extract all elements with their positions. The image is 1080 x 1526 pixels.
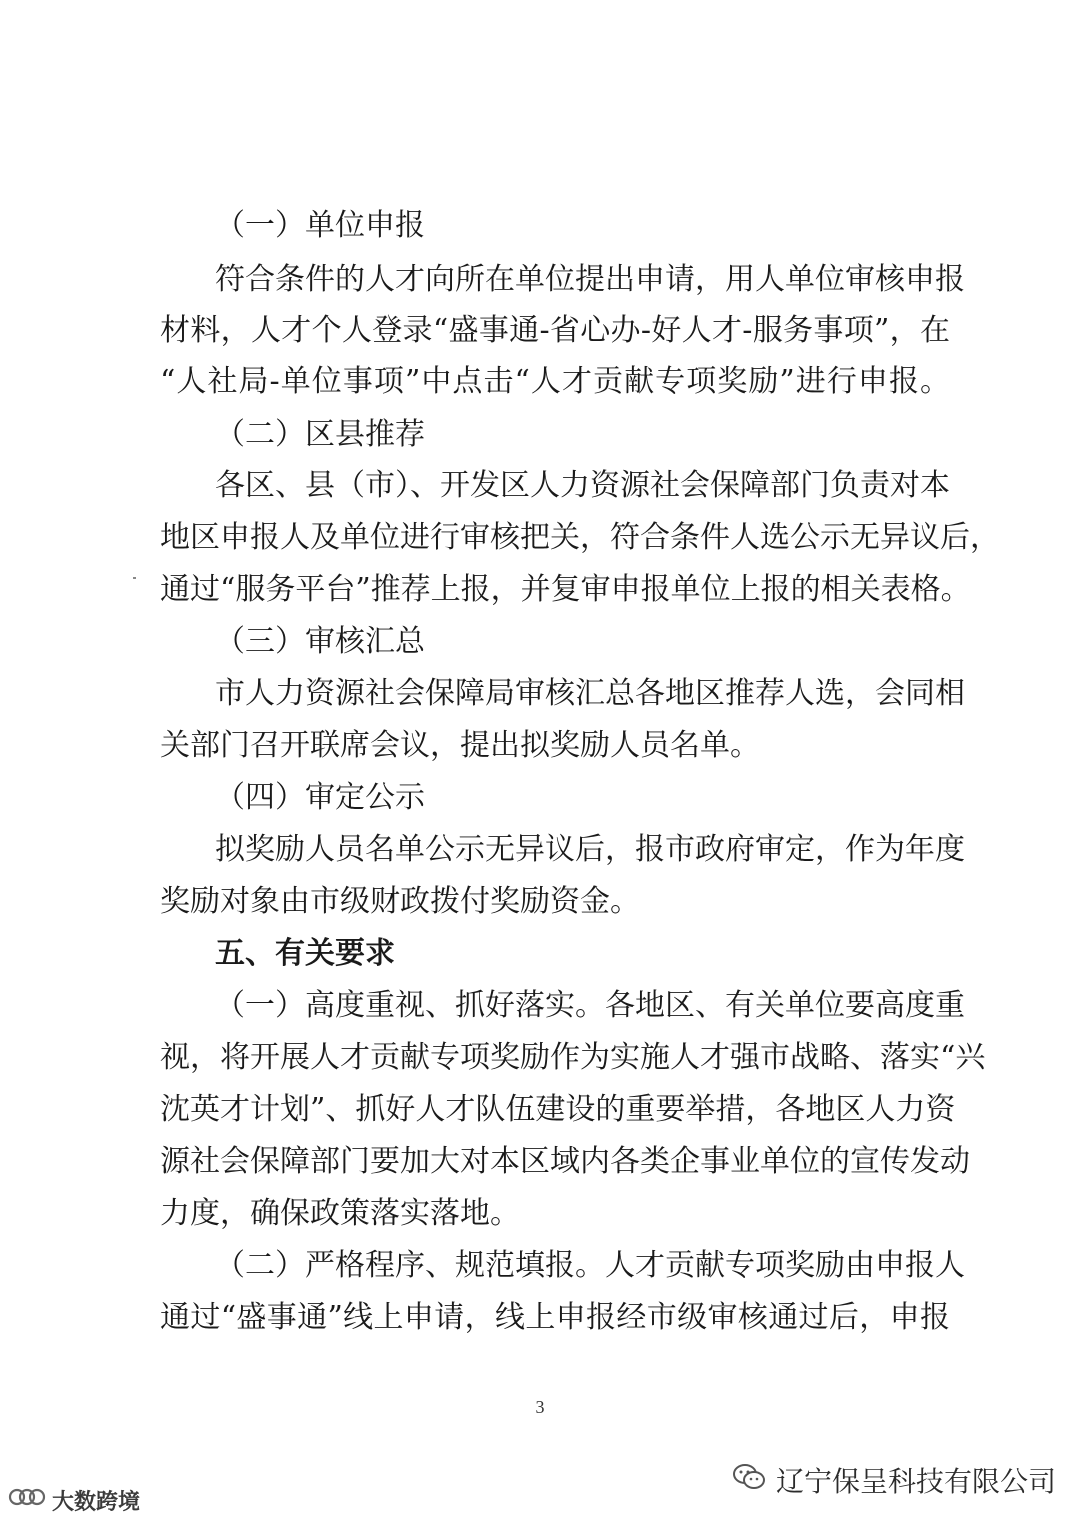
wechat-icon: [732, 1462, 766, 1499]
paragraph-line: 地区申报人及单位进行审核把关，符合条件人选公示无异议后，: [160, 520, 1000, 555]
paragraph-line: “人社局-单位事项”中点击“人才贡献专项奖励”进行申报。: [160, 364, 950, 399]
watermark-company: [732, 1462, 1056, 1498]
paragraph-line: 视，将开展人才贡献专项奖励作为实施人才强市战略、落实“兴: [160, 1040, 986, 1075]
watermark-brand-text: 大数跨境: [52, 1489, 141, 1515]
watermark-brand: [8, 1484, 140, 1516]
page-number: 3: [535, 1397, 545, 1417]
paragraph-line: 材料，人才个人登录“盛事通-省心办-好人才-服务事项”，在: [160, 313, 950, 348]
paragraph-line: 通过“盛事通”线上申请，线上申报经市级审核通过后，申报: [160, 1300, 950, 1335]
paragraph-line: 源社会保障部门要加大对本区域内各类企事业单位的宣传发动: [160, 1144, 970, 1179]
chain-link-icon: [8, 1486, 46, 1514]
paragraph-line: 通过“服务平台”推荐上报，并复审申报单位上报的相关表格。: [160, 572, 971, 607]
paragraph-line: 各区、县（市）、开发区人力资源社会保障部门负责对本: [215, 468, 950, 503]
paragraph-line: 沈英才计划”、抓好人才队伍建设的重要举措，各地区人力资: [160, 1092, 956, 1127]
scan-speck: [133, 577, 136, 579]
watermark-company-text: 辽宁保呈科技有限公司: [776, 1465, 1057, 1498]
paragraph-line: （二）严格程序、规范填报。人才贡献专项奖励由申报人: [215, 1248, 965, 1283]
paragraph-line: 符合条件的人才向所在单位提出申请，用人单位审核申报: [215, 262, 965, 297]
paragraph-line: 关部门召开联席会议，提出拟奖励人员名单。: [160, 728, 760, 763]
paragraph-line: 力度，确保政策落实落地。: [160, 1196, 520, 1231]
subheading-review-summary: （三）审核汇总: [215, 624, 425, 659]
paragraph-line: 市人力资源社会保障局审核汇总各地区推荐人选，会同相: [215, 676, 965, 711]
subheading-county-recommend: （二）区县推荐: [215, 417, 425, 452]
subheading-approval-publicity: （四）审定公示: [215, 780, 425, 815]
paragraph-line: 奖励对象由市级财政拨付奖励资金。: [160, 884, 640, 919]
paragraph-line: 拟奖励人员名单公示无异议后，报市政府审定，作为年度: [215, 832, 965, 867]
subheading-unit-application: （一）单位申报: [215, 208, 425, 243]
paragraph-line: （一）高度重视、抓好落实。各地区、有关单位要高度重: [215, 988, 965, 1023]
section-heading-requirements: 五、有关要求: [215, 936, 395, 971]
